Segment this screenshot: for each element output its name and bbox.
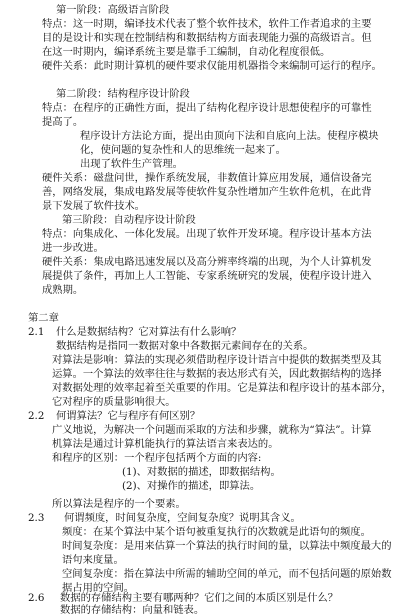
question-text: 何谓算法？它与程序有何区别？ <box>56 410 201 422</box>
question-number: 2.2 <box>28 410 45 422</box>
stage2-methodology-line: 出现了软件生产管理。 <box>80 158 183 170</box>
answer-line: 运算。一个算法的效率往往与数据的表达形式有关，因此数据结构的选择 <box>52 368 382 380</box>
stage2-methodology-line: 化，使问题的复杂性和人的思维统一起来了。 <box>80 144 286 156</box>
answer-line: 对算法是影响：算法的实现必须借助程序设计语言中提供的数据类型及其 <box>52 354 382 366</box>
stage2-hardware-line: 善，网络发展，集成电路发展等使软件复杂性增加产生软件危机，在此背 <box>42 186 372 198</box>
answer-line: 它对程序的质量影响很大。 <box>52 396 176 408</box>
stage1-feature-line: 特点：这一时期，编译技术代表了整个软件技术，软件工作者追求的主要 <box>42 18 372 30</box>
stage3-heading: 第三阶段：自动程序设计阶段 <box>62 214 196 226</box>
answer-line: 机算法是通过计算机能执行的算法语言来表达的。 <box>52 438 279 450</box>
answer-line: 据占用的空间。 <box>62 582 135 594</box>
answer-line: 广义地说，为解决一个问题而采取的方法和步骤，就称为“算法”。计算 <box>52 424 372 436</box>
stage2-hardware-line: 硬件关系：磁盘问世，操作系统发展，非数值计算应用发展，通信设备完 <box>42 172 372 184</box>
stage1-feature-line: 目的是设计和实现在控制结构和数据结构方面表现能力强的高级语言。但 <box>42 32 372 44</box>
answer-line: 数据的存储结构：向量和链表。 <box>60 604 205 616</box>
chapter-heading: 第二章 <box>28 312 59 324</box>
list-item: (1)、对数据的描述，即数据结构。 <box>122 466 281 478</box>
list-item: (2)、对操作的描述，即算法。 <box>122 480 261 492</box>
stage1-hardware: 硬件关系：此时期计算机的硬件要求仅能用机器指令来编制可运行的程序。 <box>42 60 382 72</box>
stage2-feature-line: 提高了。 <box>42 116 84 128</box>
stage3-feature-line: 特点：向集成化、一体化发展。出现了软件开发环境。程序设计基本方法 <box>42 228 372 240</box>
question-number: 2.1 <box>28 326 45 338</box>
stage3-feature-line: 进一步改进。 <box>42 242 104 254</box>
answer-line: 数据结构是指同一数据对象中各数据元素间存在的关系。 <box>56 340 314 352</box>
stage3-hardware-line: 成熟期。 <box>42 284 84 296</box>
question-number: 2.3 <box>28 512 45 524</box>
stage2-feature-line: 特点：在程序的正确性方面，提出了结构化程序设计思想使程序的可靠性 <box>42 102 372 114</box>
question-text: 什么是数据结构？它对算法有什么影响？ <box>56 326 242 338</box>
answer-line: 空间复杂度：指在算法中所需的辅助空间的单元，而不包括问题的原始数 <box>62 568 392 580</box>
stage1-feature-line: 在这一时期内，编译系统主要是靠手工编制，自动化程度很低。 <box>42 46 331 58</box>
stage2-methodology-line: 程序设计方法论方面，提出由顶向下法和自底向上法。使程序模块 <box>80 130 379 142</box>
answer-line: 语句来度量。 <box>62 554 124 566</box>
stage3-hardware-line: 硬件关系：集成电路迅速发展以及高分辨率终端的出现，为个人计算机发 <box>42 256 372 268</box>
question-text: 何谓频度，时间复杂度，空间复杂度？说明其含义。 <box>64 512 301 524</box>
answer-line: 对数据处理的效率起着至关重要的作用。它是算法和程序设计的基本部分， <box>52 382 392 394</box>
question-number: 2.6 <box>28 592 45 604</box>
stage2-hardware-line: 景下发展了软件技术。 <box>42 200 145 212</box>
stage2-heading: 第二阶段：结构程序设计阶段 <box>56 88 190 100</box>
answer-line: 所以算法是程序的一个要素。 <box>52 498 186 510</box>
answer-line: 时间复杂度：是用来估算一个算法的执行时间的量，以算法中频度最大的 <box>62 540 392 552</box>
answer-line: 和程序的区别：一个程序包括两个方面的内容: <box>52 452 262 464</box>
stage3-hardware-line: 展提供了条件，再加上人工智能、专家系统研究的发展，使程序设计进入 <box>42 270 372 282</box>
answer-line: 频度：在某个算法中某个语句被重复执行的次数就是此语句的频度。 <box>62 526 371 538</box>
stage1-heading: 第一阶段：高级语言阶段 <box>56 4 170 16</box>
question-text: 数据的存储结构主要有哪两种？它们之间的本质区别是什么？ <box>60 592 339 604</box>
